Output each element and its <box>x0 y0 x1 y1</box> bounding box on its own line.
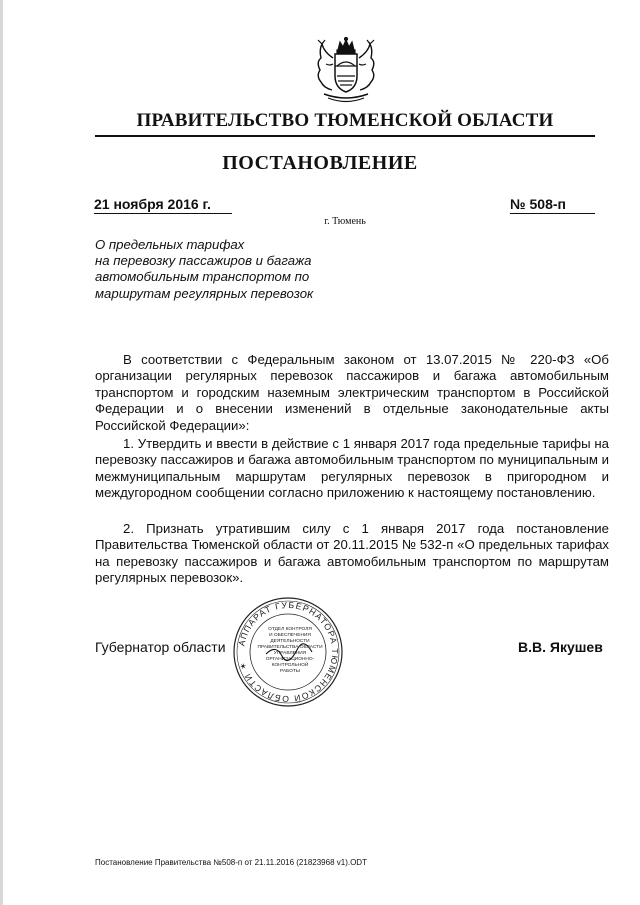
body-paragraph-item-2 <box>95 521 609 587</box>
svg-text:АППАРАТ ГУБЕРНАТОРА ТЮМЕНСКОЙ: АППАРАТ ГУБЕРНАТОРА ТЮМЕНСКОЙ ОБЛАСТИ ✶ <box>236 599 341 705</box>
paragraph-text: 2. Признать утратившим силу с 1 января 2017 года постановление Правительства Тюменской области от 20.11.2015 № 532-п «О предельных тарифах на перевозку пассажиров и багажа автомобильным транспортом по маршрутам регулярных перевозок». <box>95 521 609 586</box>
body-paragraph-item-1 <box>95 436 609 502</box>
svg-text:РАБОТЫ: РАБОТЫ <box>279 669 301 674</box>
svg-text:ДЕЯТЕЛЬНОСТИ: ДЕЯТЕЛЬНОСТИ <box>270 639 310 644</box>
document-subject <box>95 237 395 302</box>
svg-text:ОРГАНИЗАЦИОННО-: ОРГАНИЗАЦИОННО- <box>265 657 315 662</box>
document-footer: Постановление Правительства №508-п от 21.11.2016 (21823968 v1).ODT <box>95 858 367 867</box>
subject-line: автомобильным транспортом по <box>95 269 310 285</box>
government-title: ПРАВИТЕЛЬСТВО ТЮМЕНСКОЙ ОБЛАСТИ <box>136 110 554 131</box>
title-rule <box>95 135 595 137</box>
subject-line: О предельных тарифах <box>95 237 245 252</box>
document-city: г. Тюмень <box>324 216 366 227</box>
scan-edge <box>0 0 3 905</box>
subject-line: маршрутам регулярных перевозок <box>95 285 314 301</box>
document-type: ПОСТАНОВЛЕНИЕ <box>222 152 418 174</box>
svg-text:ОТДЕЛ КОНТРОЛЯ: ОТДЕЛ КОНТРОЛЯ <box>268 627 312 632</box>
coat-of-arms-icon <box>304 36 388 106</box>
paragraph-text: В соответствии с Федеральным законом от 13.07.2015 № 220-ФЗ «Об организации регулярных перевозок пассажиров и багажа автомобильным транспортом и городским наземным электрическим транспортом в Российской Федерации и о внесении изменений в отдельные законодательные акты Российской Федерации»: <box>95 352 609 433</box>
body-paragraph-preamble <box>95 352 609 434</box>
paragraph-text: 1. Утвердить и ввести в действие с 1 января 2017 года предельные тарифы на перевозку пассажиров и багажа автомобильным транспортом по муниципальным и межмуниципальным маршрутам регулярных перевозок в пригородном и междугородном сообщении согласно приложению к настоящему постановлению. <box>95 436 609 501</box>
subject-line: на перевозку пассажиров и багажа <box>95 253 312 269</box>
svg-text:УПРАВЛЕНИЯ: УПРАВЛЕНИЯ <box>273 651 307 656</box>
document-date: 21 ноября 2016 г. <box>94 196 232 214</box>
official-seal-icon <box>232 596 344 708</box>
svg-text:И ОБЕСПЕЧЕНИЯ: И ОБЕСПЕЧЕНИЯ <box>269 633 311 638</box>
svg-text:КОНТРОЛЬНОЙ: КОНТРОЛЬНОЙ <box>271 663 309 668</box>
svg-text:ПРАВИТЕЛЬСТВА ОБЛАСТИ: ПРАВИТЕЛЬСТВА ОБЛАСТИ <box>257 645 323 650</box>
document-number: № 508-п <box>510 196 595 214</box>
signatory-name: В.В. Якушев <box>518 639 603 655</box>
signatory-title: Губернатор области <box>95 639 226 655</box>
